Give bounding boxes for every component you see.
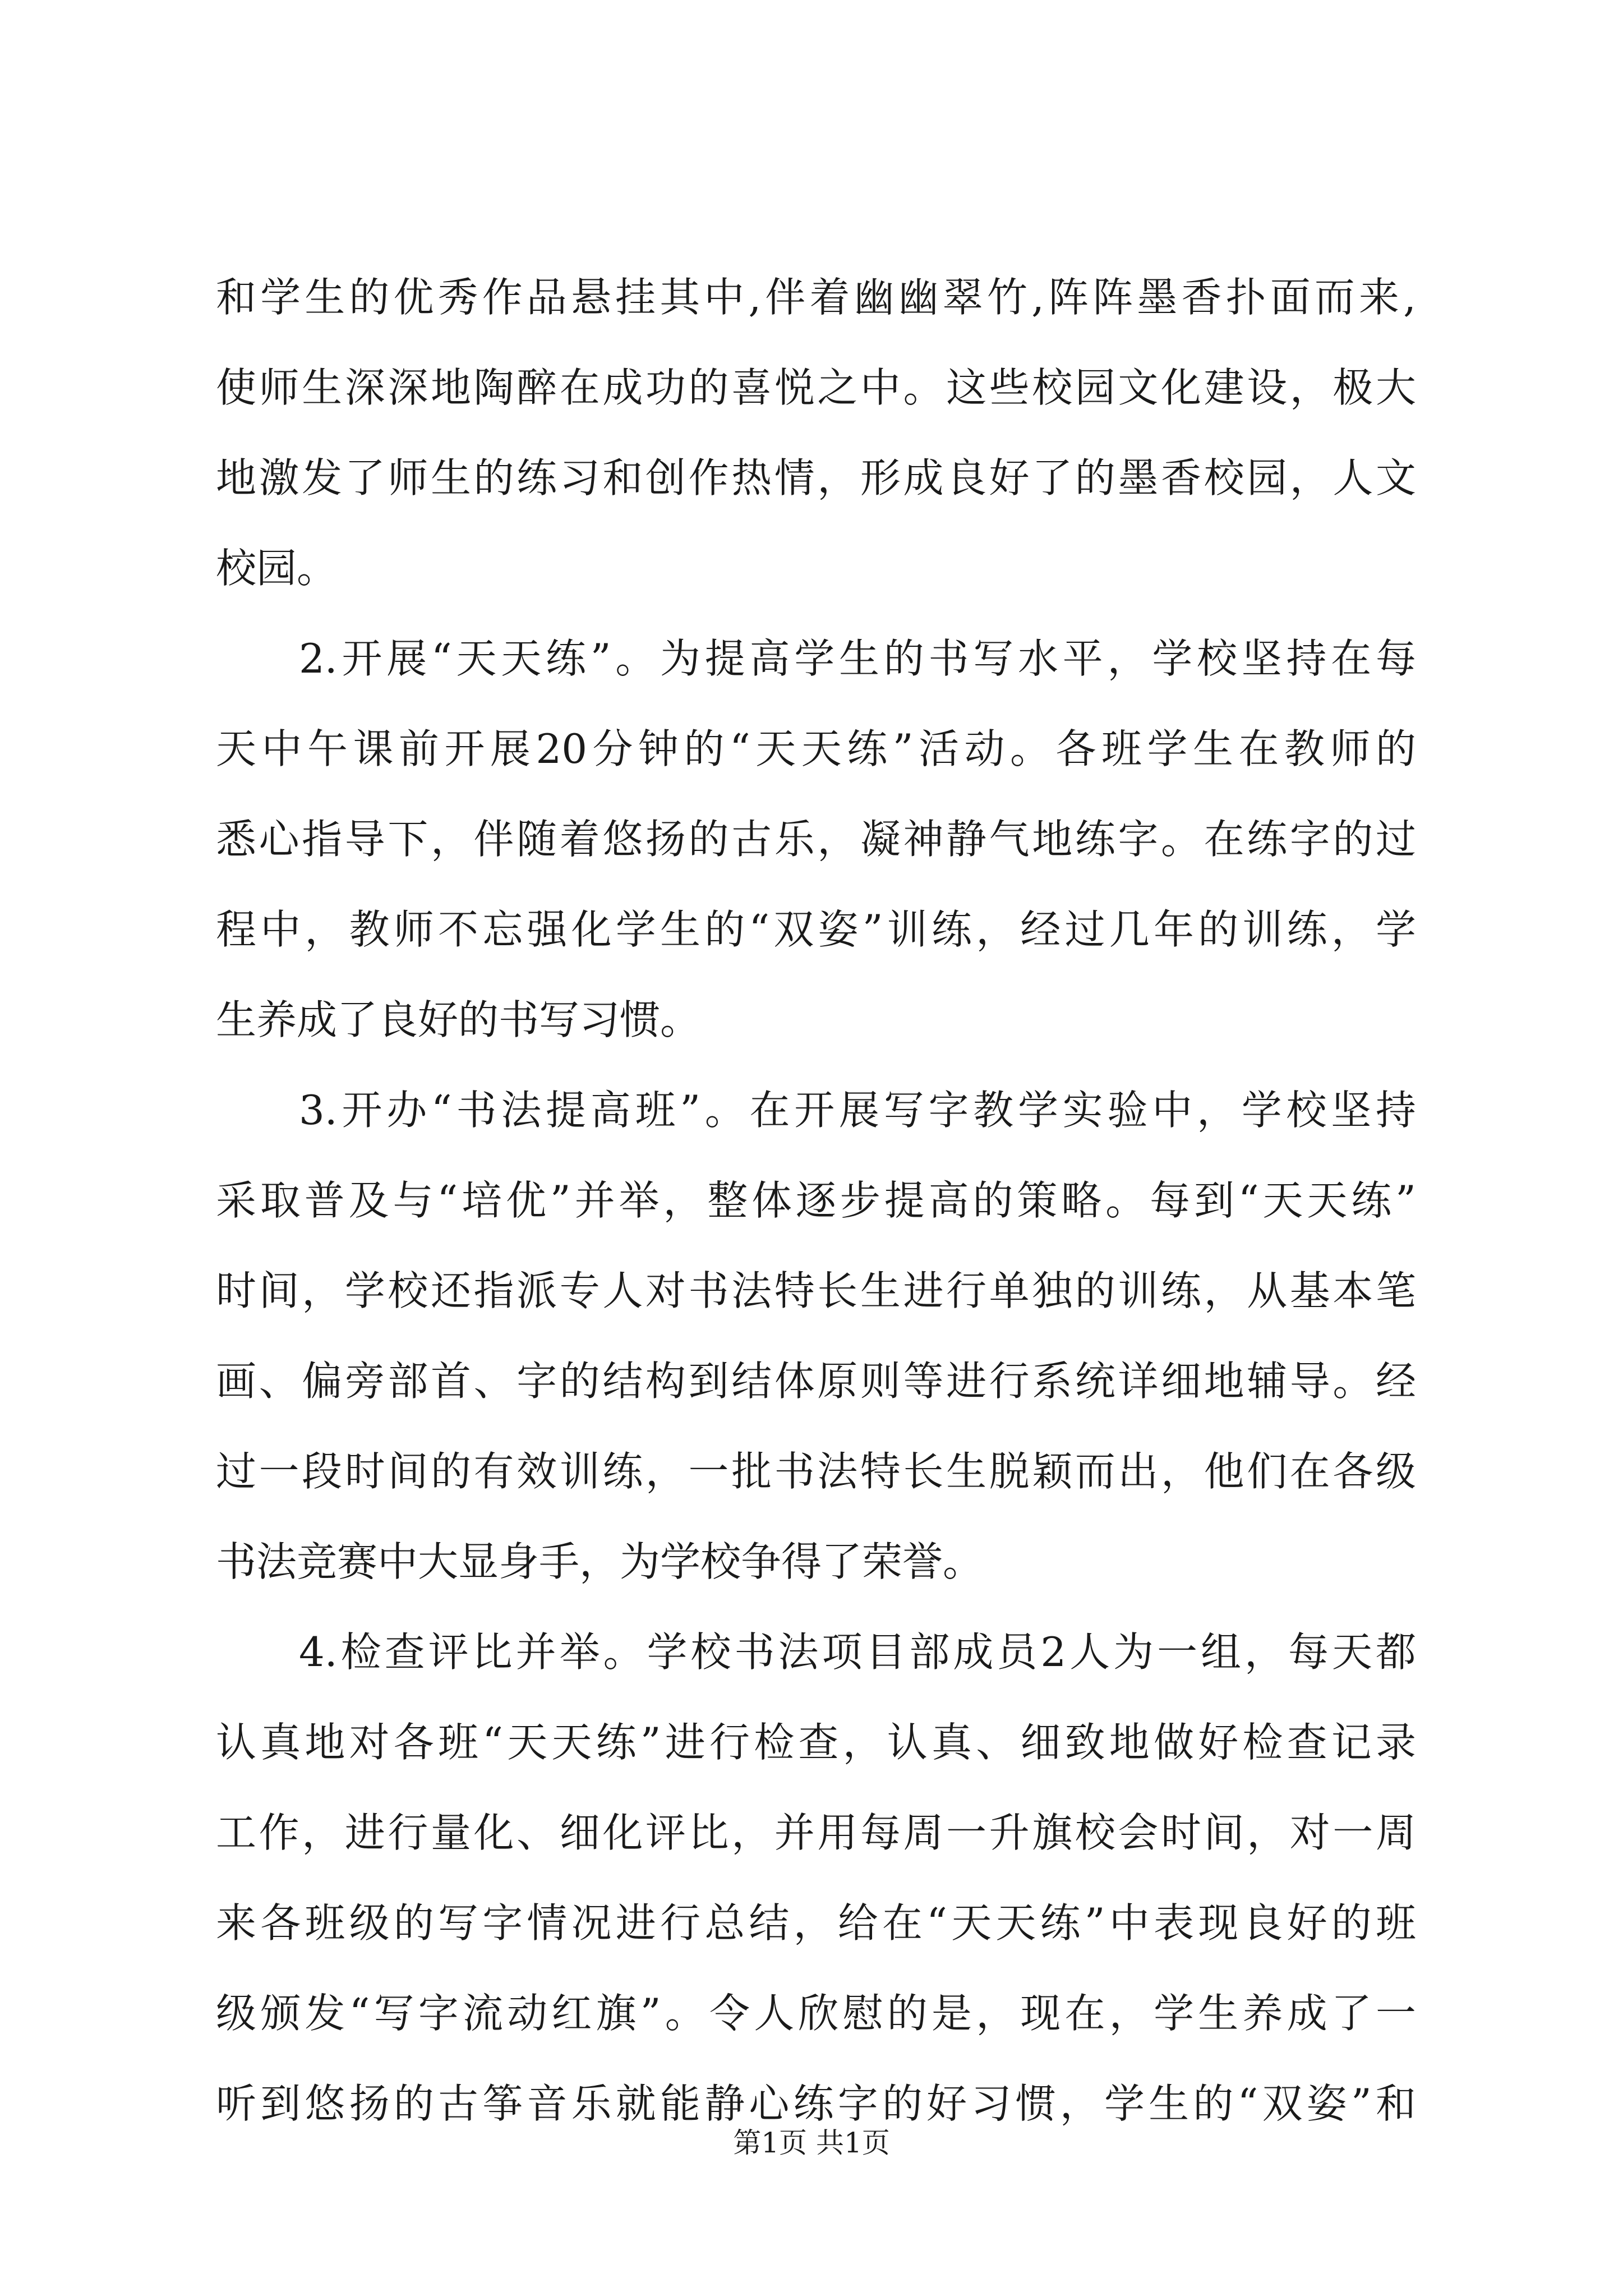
text-line: 听到悠扬的古筝音乐就能静心练字的好习惯，学生的“双姿”和 <box>216 2080 1416 2127</box>
paragraph-first-line: 4.检查评比并举。学校书法项目部成员2人为一组，每天都 <box>299 1628 1416 1676</box>
text-line: 程中，教师不忘强化学生的“双姿”训练，经过几年的训练，学 <box>216 906 1416 953</box>
text-line: 天中午课前开展20分钟的“天天练”活动。各班学生在教师的 <box>216 725 1416 772</box>
text-line: 过一段时间的有效训练，一批书法特长生脱颖而出，他们在各级 <box>216 1448 1416 1495</box>
text-line: 使师生深深地陶醉在成功的喜悦之中。这些校园文化建设，极大 <box>216 364 1416 411</box>
text-line: 地激发了师生的练习和创作热情，形成良好了的墨香校园，人文 <box>216 454 1416 501</box>
text-line: 时间，学校还指派专人对书法特长生进行单独的训练，从基本笔 <box>216 1267 1416 1314</box>
paragraph-first-line: 3.开办“书法提高班”。在开展写字教学实验中，学校坚持 <box>299 1087 1416 1134</box>
paragraph-first-line: 2.开展“天天练”。为提高学生的书写水平，学校坚持在每 <box>299 635 1416 682</box>
text-line: 工作，进行量化、细化评比，并用每周一升旗校会时间，对一周 <box>216 1809 1416 1856</box>
text-line: 采取普及与“培优”并举，整体逐步提高的策略。每到“天天练” <box>216 1177 1416 1224</box>
text-line: 来各班级的写字情况进行总结，给在“天天练”中表现良好的班 <box>216 1899 1416 1947</box>
text-line: 悉心指导下，伴随着悠扬的古乐，凝神静气地练字。在练字的过 <box>216 816 1416 863</box>
document-body <box>216 252 1416 2149</box>
text-line: 校园。 <box>216 545 338 592</box>
text-line: 书法竞赛中大显身手，为学校争得了荣誉。 <box>216 1538 984 1585</box>
text-line: 级颁发“写字流动红旗”。令人欣慰的是，现在，学生养成了一 <box>216 1990 1416 2037</box>
text-line: 生养成了良好的书写习惯。 <box>216 996 701 1043</box>
page-number-footer: 第1页 共1页 <box>733 2127 890 2159</box>
text-line: 认真地对各班“天天练”进行检查，认真、细致地做好检查记录 <box>216 1719 1416 1766</box>
text-line: 和学生的优秀作品悬挂其中,伴着幽幽翠竹,阵阵墨香扑面而来, <box>216 274 1416 321</box>
text-line: 画、偏旁部首、字的结构到结体原则等进行系统详细地辅导。经 <box>216 1358 1416 1405</box>
